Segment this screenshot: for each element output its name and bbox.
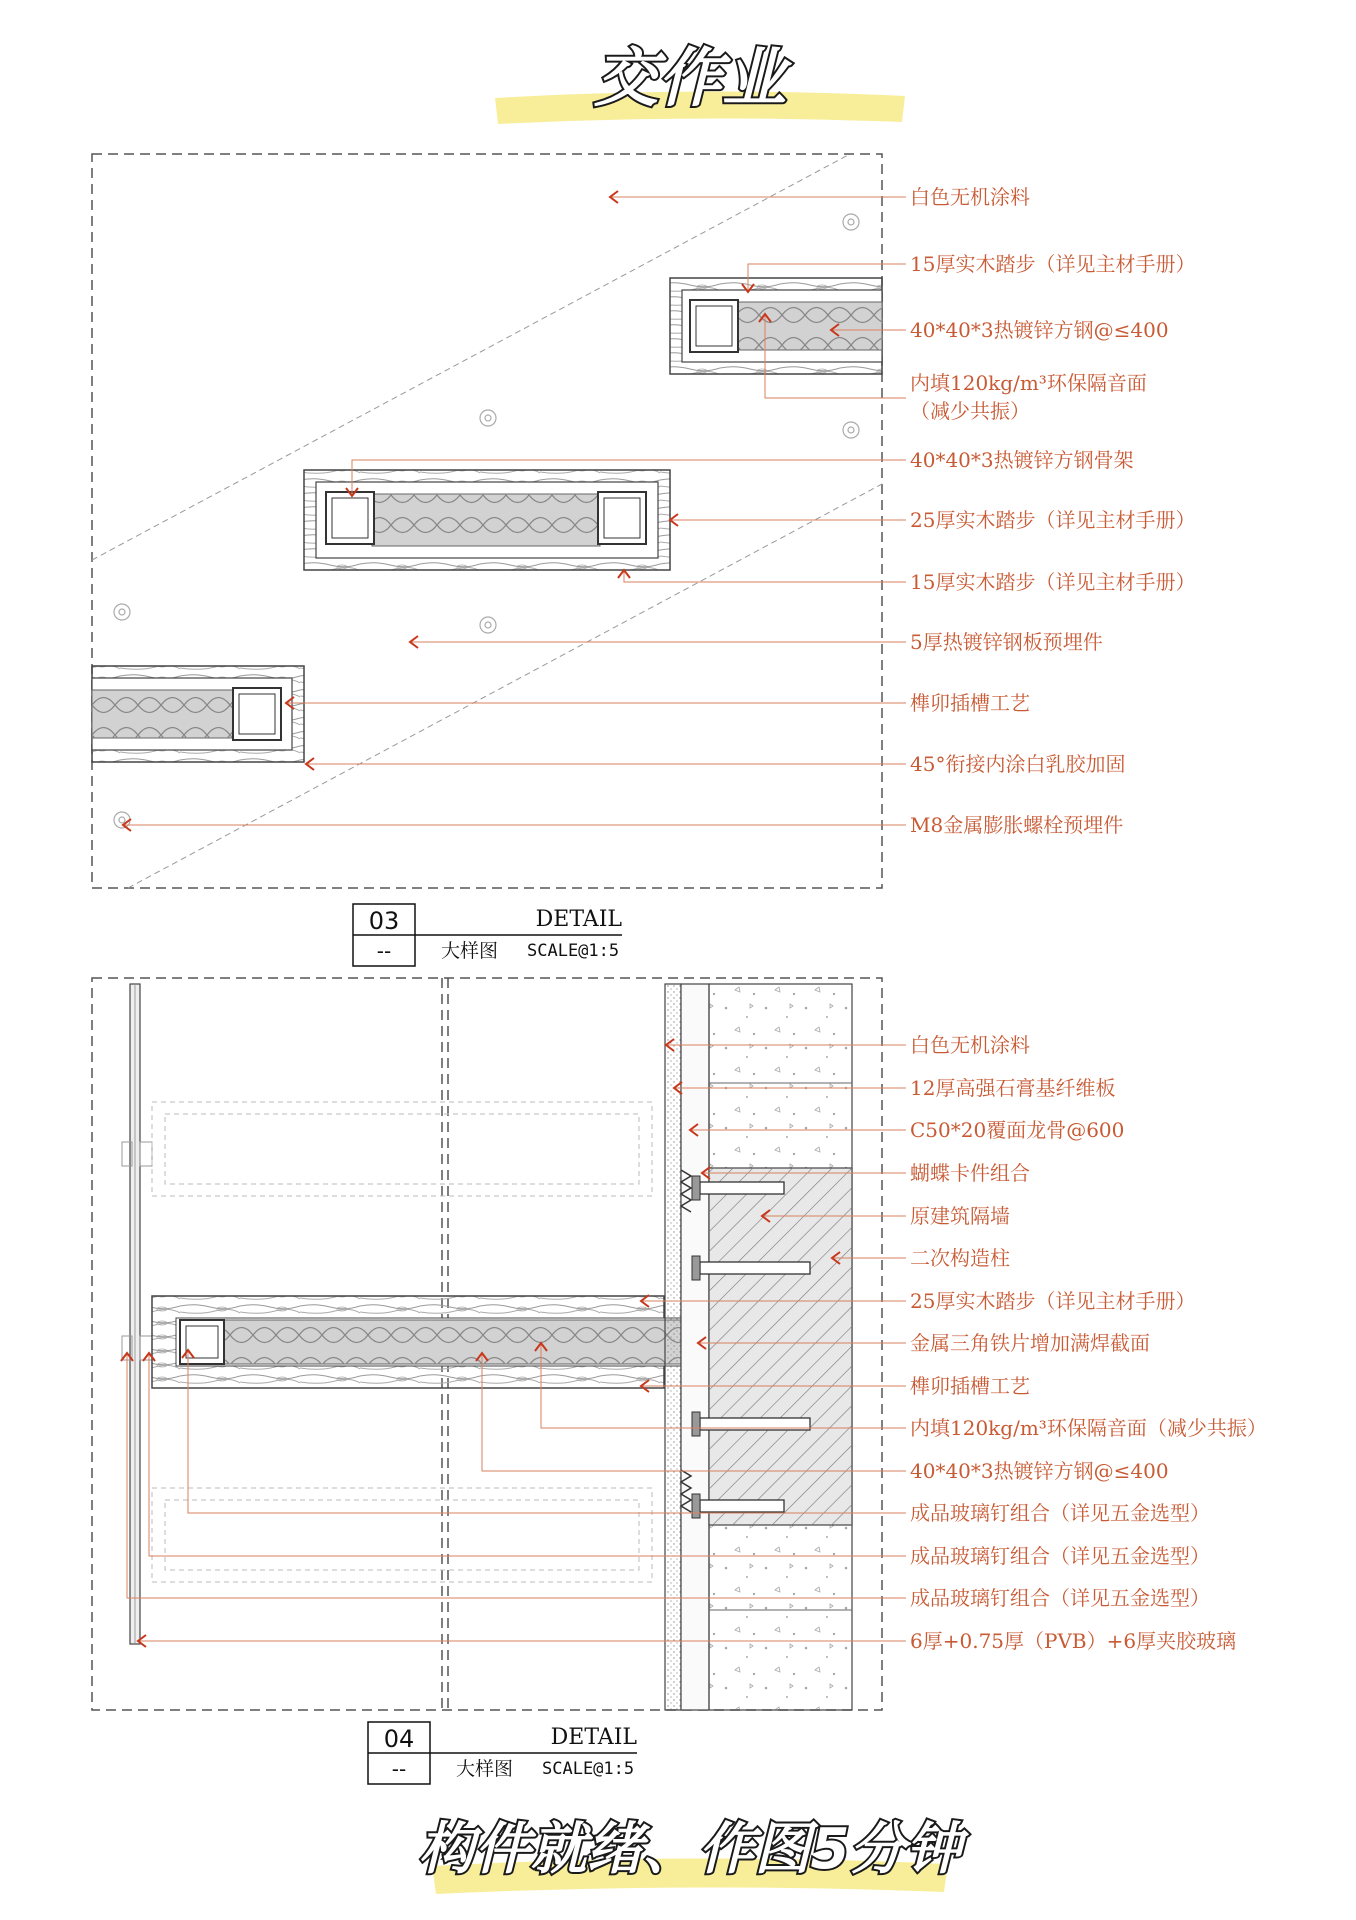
callout-03-07: 25厚实木踏步（详见主材手册） <box>910 508 1196 532</box>
title-block-03-number: 03 <box>368 907 400 935</box>
title-block-03-name: 大样图 <box>441 940 499 962</box>
detail-04-callouts <box>910 1033 1267 1653</box>
tread-upper <box>670 278 882 374</box>
callout-03-09: 5厚热镀锌钢板预埋件 <box>910 630 1103 654</box>
callout-04-08: 金属三角铁片增加满焊截面 <box>910 1331 1150 1355</box>
callout-04-03: C50*20覆面龙骨@600 <box>910 1118 1125 1142</box>
callout-03-04: 内填120kg/m³环保隔音面 <box>910 371 1147 395</box>
footer-slogan: 构件就绪、作图5分钟 <box>418 1817 962 1882</box>
title-block-03 <box>353 904 622 966</box>
callout-03-08: 15厚实木踏步（详见主材手册） <box>910 570 1196 594</box>
title-block-04-scale: SCALE@1:5 <box>542 1759 635 1779</box>
callout-04-11: 40*40*3热镀锌方钢@≤400 <box>910 1459 1169 1483</box>
callout-04-09: 榫卯插槽工艺 <box>910 1374 1030 1398</box>
title-block-04-label: DETAIL <box>550 1725 637 1750</box>
callout-03-01: 白色无机涂料 <box>910 185 1030 209</box>
title-block-03-label: DETAIL <box>535 907 622 932</box>
title-block-04-sub: -- <box>391 1757 407 1781</box>
callout-04-05: 原建筑隔墙 <box>910 1204 1010 1228</box>
callout-03-11: 45°衔接内涂白乳胶加固 <box>910 752 1126 776</box>
callout-04-12: 成品玻璃钉组合（详见五金选型） <box>910 1501 1210 1525</box>
title-block-04-number: 04 <box>383 1725 415 1753</box>
callout-04-02: 12厚高强石膏基纤维板 <box>910 1076 1116 1100</box>
callout-04-14: 成品玻璃钉组合（详见五金选型） <box>910 1586 1210 1610</box>
detail-03-callouts <box>910 185 1195 837</box>
page-title: 交作业 <box>594 42 786 116</box>
callout-03-02: 15厚实木踏步（详见主材手册） <box>910 252 1196 276</box>
detail-03 <box>92 154 1195 966</box>
callout-04-07: 25厚实木踏步（详见主材手册） <box>910 1289 1196 1313</box>
detail-04 <box>92 978 1267 1784</box>
title-block-03-sub: -- <box>376 939 392 963</box>
title-block-04-name: 大样图 <box>456 1758 514 1780</box>
callout-03-06: 40*40*3热镀锌方钢骨架 <box>910 448 1134 472</box>
title-block-04 <box>368 1722 637 1784</box>
callout-03-12: M8金属膨胀螺栓预埋件 <box>910 813 1124 837</box>
title-block-03-scale: SCALE@1:5 <box>527 941 620 961</box>
callout-04-15: 6厚+0.75厚（PVB）+6厚夹胶玻璃 <box>910 1629 1237 1653</box>
callout-04-06: 二次构造柱 <box>910 1246 1010 1270</box>
callout-04-13: 成品玻璃钉组合（详见五金选型） <box>910 1544 1210 1568</box>
callout-03-10: 榫卯插槽工艺 <box>910 691 1030 715</box>
tread-middle <box>304 470 670 570</box>
callout-03-05: （减少共振） <box>910 399 1030 423</box>
tread-main <box>152 1296 710 1388</box>
callout-04-04: 蝴蝶卡件组合 <box>910 1161 1030 1185</box>
callout-04-01: 白色无机涂料 <box>910 1033 1030 1057</box>
wall-build-up <box>665 984 852 1710</box>
tread-lower <box>92 666 304 762</box>
callout-04-10: 内填120kg/m³环保隔音面（减少共振） <box>910 1416 1267 1440</box>
callout-03-03: 40*40*3热镀锌方钢@≤400 <box>910 318 1169 342</box>
